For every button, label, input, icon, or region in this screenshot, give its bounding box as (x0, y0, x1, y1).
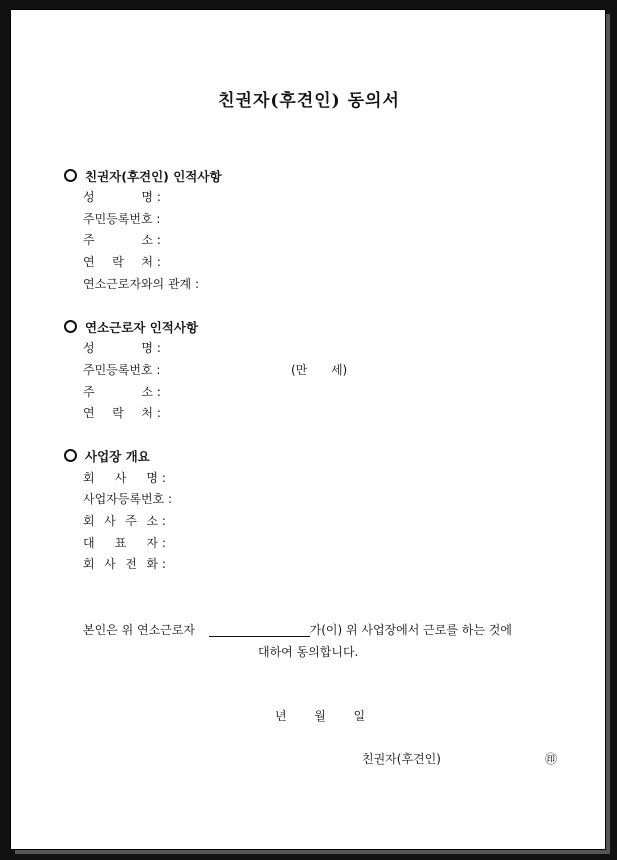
field-guardian-relation: 연소근로자와의 관계 : (83, 277, 200, 291)
seal-mark-icon: ㊞ (545, 752, 558, 766)
date-line: 년 월 일 (275, 709, 366, 723)
field-guardian-contact: 연 락 처 : (83, 255, 161, 269)
section-heading-workplace: 사업장 개요 (64, 447, 150, 465)
field-company-phone: 회 사 전 화 : (83, 557, 166, 571)
document-page (10, 9, 606, 850)
field-guardian-name: 성 명 : (83, 190, 161, 204)
field-minor-name: 성 명 : (83, 341, 161, 355)
document-title: 친권자(후견인) 동의서 (218, 91, 400, 111)
consent-line-2: 대하여 동의합니다. (258, 645, 359, 659)
field-minor-age: (만 세) (291, 363, 348, 377)
consent-line-1: 본인은 위 연소근로자 가(이) 위 사업장에서 근로를 하는 것에 (83, 623, 512, 637)
field-guardian-address: 주 소 : (83, 233, 161, 247)
field-representative: 대 표 자 : (83, 536, 166, 550)
minor-name-blank (209, 623, 310, 637)
page-shadow-right (606, 14, 610, 854)
field-guardian-rrn: 주민등록번호 : (83, 212, 161, 226)
field-minor-rrn: 주민등록번호 : (83, 363, 161, 377)
signature-label: 친권자(후견인) (362, 752, 441, 766)
page-shadow-bottom (15, 850, 610, 854)
field-company-name: 회 사 명 : (83, 471, 166, 485)
field-company-address: 회 사 주 소 : (83, 514, 166, 528)
field-minor-address: 주 소 : (83, 385, 161, 399)
field-minor-contact: 연 락 처 : (83, 406, 161, 420)
circle-bullet-icon (64, 169, 77, 182)
section-heading-minor: 연소근로자 인적사항 (64, 318, 198, 336)
field-business-number: 사업자등록번호 : (83, 492, 173, 506)
circle-bullet-icon (64, 320, 77, 333)
circle-bullet-icon (64, 449, 77, 462)
section-heading-guardian: 친권자(후견인) 인적사항 (64, 167, 222, 185)
